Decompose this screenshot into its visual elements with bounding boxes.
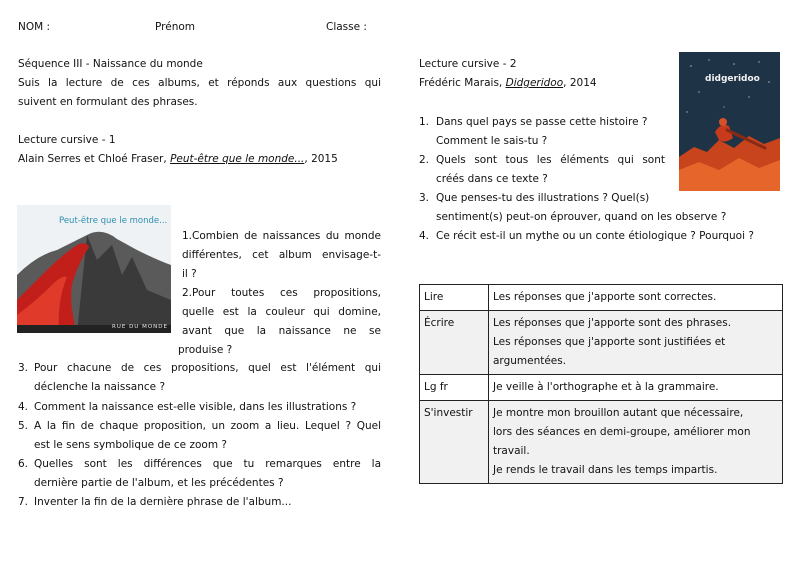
left-q1-line-2: différentes, cet album envisage-t- xyxy=(182,249,381,261)
lecture1-book-title: Peut-être que le monde... xyxy=(170,153,305,165)
intro-line-2: suivent en formulant des phrases. xyxy=(18,96,198,108)
left-q5-line-2: est le sens symbolique de ce zoom ? xyxy=(34,439,227,451)
criteria-line: Les réponses que j'apporte sont des phrases. xyxy=(493,317,732,329)
criteria-table xyxy=(419,284,783,484)
criteria-row-lire xyxy=(420,285,783,311)
left-q3-line-2: déclenche la naissance ? xyxy=(34,381,166,393)
criteria-line: Je veille à l'orthographe et à la grammaire. xyxy=(493,381,719,393)
left-q3-number: 3. xyxy=(18,362,29,374)
left-q7-number: 7. xyxy=(18,496,29,508)
intro-line-1: Suis la lecture de ces albums, et réponds aux questions qui xyxy=(18,77,381,89)
right-q2-number: 2. xyxy=(419,154,430,166)
right-q3-line-2: sentiment(s) peut-on éprouver, quand on les observe ? xyxy=(436,211,727,223)
right-q3-number: 3. xyxy=(419,192,430,204)
left-q1-line-3: il ? xyxy=(182,268,197,280)
lecture1-reference xyxy=(18,153,338,165)
criteria-key: Écrire xyxy=(420,311,489,375)
lecture2-year: , 2014 xyxy=(563,77,597,89)
lecture2-title: Lecture cursive - 2 xyxy=(419,58,517,70)
cover2-illustration xyxy=(679,52,780,191)
left-q2-line-4: produise ? xyxy=(178,344,233,356)
left-q3-line-1: Pour chacune de ces propositions, quel est l'élément qui xyxy=(34,362,381,374)
lecture2-author: Frédéric Marais, xyxy=(419,77,503,89)
criteria-line: Je rends le travail dans les temps impartis. xyxy=(493,464,718,476)
cover-didgeridoo xyxy=(679,52,780,191)
right-q1-number: 1. xyxy=(419,116,430,128)
criteria-text xyxy=(489,285,783,311)
left-q6-line-2: dernière partie de l'album, et les précédentes ? xyxy=(34,477,284,489)
left-q2-line-3: avant que la naissance ne se xyxy=(182,325,381,337)
criteria-row-ecrire xyxy=(420,311,783,375)
left-q1-line-1: 1.Combien de naissances du monde xyxy=(182,230,381,242)
prenom-label: Prénom xyxy=(155,21,196,33)
right-q3-line-1: Que penses-tu des illustrations ? Quel(s) xyxy=(436,192,650,204)
right-q2-line-2: créés dans ce texte ? xyxy=(436,173,548,185)
cover-peut-etre-que-le-monde xyxy=(17,205,171,333)
lecture1-year: , 2015 xyxy=(304,153,338,165)
criteria-line: Les réponses que j'apporte sont justifiées et xyxy=(493,336,726,348)
classe-label: Classe : xyxy=(326,21,367,33)
right-q1-line-2: Comment le sais-tu ? xyxy=(436,135,548,147)
criteria-line: argumentées. xyxy=(493,355,567,367)
right-q4-number: 4. xyxy=(419,230,430,242)
right-q4-line-1: Ce récit est-il un mythe ou un conte étiologique ? Pourquoi ? xyxy=(436,230,754,242)
left-q4-line-1: Comment la naissance est-elle visible, dans les illustrations ? xyxy=(34,401,357,413)
criteria-text xyxy=(489,401,783,484)
criteria-row-s-investir xyxy=(420,401,783,484)
right-q2-line-1: Quels sont tous les éléments qui sont xyxy=(436,154,665,166)
criteria-line: Je montre mon brouillon autant que nécessaire, xyxy=(493,407,744,419)
criteria-key: Lire xyxy=(420,285,489,311)
criteria-key: Lg fr xyxy=(420,375,489,401)
lecture2-book-title: Didgeridoo xyxy=(505,77,564,89)
criteria-key: S'investir xyxy=(420,401,489,484)
left-q6-line-1: Quelles sont les différences que tu remarques entre la xyxy=(34,458,381,470)
criteria-line: lors des séances en demi-groupe, améliorer mon xyxy=(493,426,751,438)
lecture1-title: Lecture cursive - 1 xyxy=(18,134,116,146)
criteria-line: Les réponses que j'apporte sont correctes. xyxy=(493,291,717,303)
criteria-text xyxy=(489,311,783,375)
criteria-row-lg-fr xyxy=(420,375,783,401)
cover1-publisher: RUE DU MONDE xyxy=(112,324,168,330)
cover2-title: didgeridoo xyxy=(705,74,760,84)
left-q2-line-1: 2.Pour toutes ces propositions, xyxy=(182,287,381,299)
left-q7-line-1: Inventer la fin de la dernière phrase de l'album... xyxy=(34,496,292,508)
right-q1-line-1: Dans quel pays se passe cette histoire ? xyxy=(436,116,648,128)
left-q6-number: 6. xyxy=(18,458,29,470)
left-q5-number: 5. xyxy=(18,420,29,432)
criteria-line: travail. xyxy=(493,445,530,457)
left-q2-line-2: quelle est la couleur qui domine, xyxy=(182,306,381,318)
criteria-text xyxy=(489,375,783,401)
left-q5-line-1: A la fin de chaque proposition, un zoom a lieu. Lequel ? Quel xyxy=(34,420,381,432)
lecture1-authors: Alain Serres et Chloé Fraser, xyxy=(18,153,167,165)
cover1-title: Peut-être que le monde... xyxy=(59,216,168,226)
sequence-title: Séquence III - Naissance du monde xyxy=(18,58,203,70)
nom-label: NOM : xyxy=(18,21,51,33)
left-q4-number: 4. xyxy=(18,401,29,413)
lecture2-reference xyxy=(419,77,597,89)
